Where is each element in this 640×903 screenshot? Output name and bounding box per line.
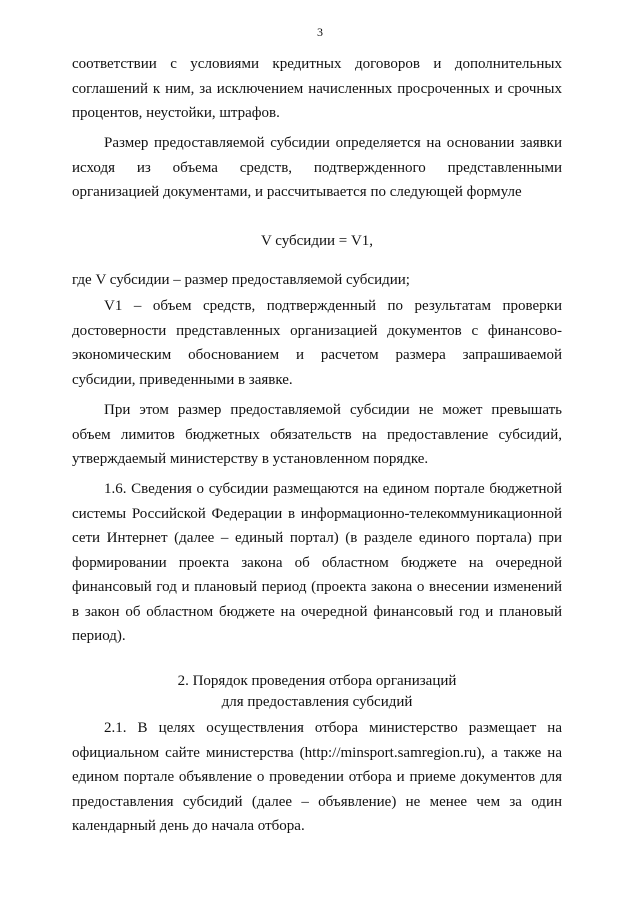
section-2-heading — [72, 671, 562, 713]
paragraph-continuation: соответствии с условиями кредитных договоров и дополнительных соглашений к ним, за исключением начисленных просроченных и срочных процентов, неустойки, штрафов. — [72, 56, 562, 121]
paragraph-1-6: 1.6. Сведения о субсидии размещаются на едином портале бюджетной системы Российской Федерации в информационно-телекоммуникационной сети Интернет (далее – единый портал) (в разделе единого портала) при формировании проекта закона об областном бюджете на очередной финансовый год и плановый период (проекта закона о внесении изменений в закон об областном бюджете на очередной финансовый год и плановый период). — [72, 481, 562, 644]
formula: V субсидии = V1, — [260, 233, 374, 249]
section-2-heading-line2: для предоставления субсидий — [221, 694, 413, 710]
paragraph-subsidy-limit: При этом размер предоставляемой субсидии не может превышать объем лимитов бюджетных обязательств на предоставление субсидий, утверждаемый министерству в установленном порядке. — [72, 402, 562, 467]
paragraph-formula-definition-v: где V субсидии – размер предоставляемой субсидии; — [72, 272, 410, 288]
page-number: 3 — [317, 25, 323, 39]
section-2-heading-line1: 2. Порядок проведения отбора организаций — [177, 673, 457, 689]
paragraph-2-1: 2.1. В целях осуществления отбора министерство размещает на официальном сайте министерства (http://minsport.samregion.ru), а также на едином портале объявление о проведении отбора и приеме документов для предоставления субсидий (далее – объявление) не менее чем за один календарный день до начала отбора. — [72, 720, 562, 834]
paragraph-subsidy-size: Размер предоставляемой субсидии определяется на основании заявки исходя из объема средств, подтвержденного представленными организацией документами, и рассчитывается по следующей формуле — [72, 135, 562, 200]
paragraph-formula-definition-v1: V1 – объем средств, подтвержденный по результатам проверки достоверности представленных организацией документов с финансово-экономическим обоснованием и расчетом размера запрашиваемой субсидии, приведенными в заявке. — [72, 298, 562, 388]
